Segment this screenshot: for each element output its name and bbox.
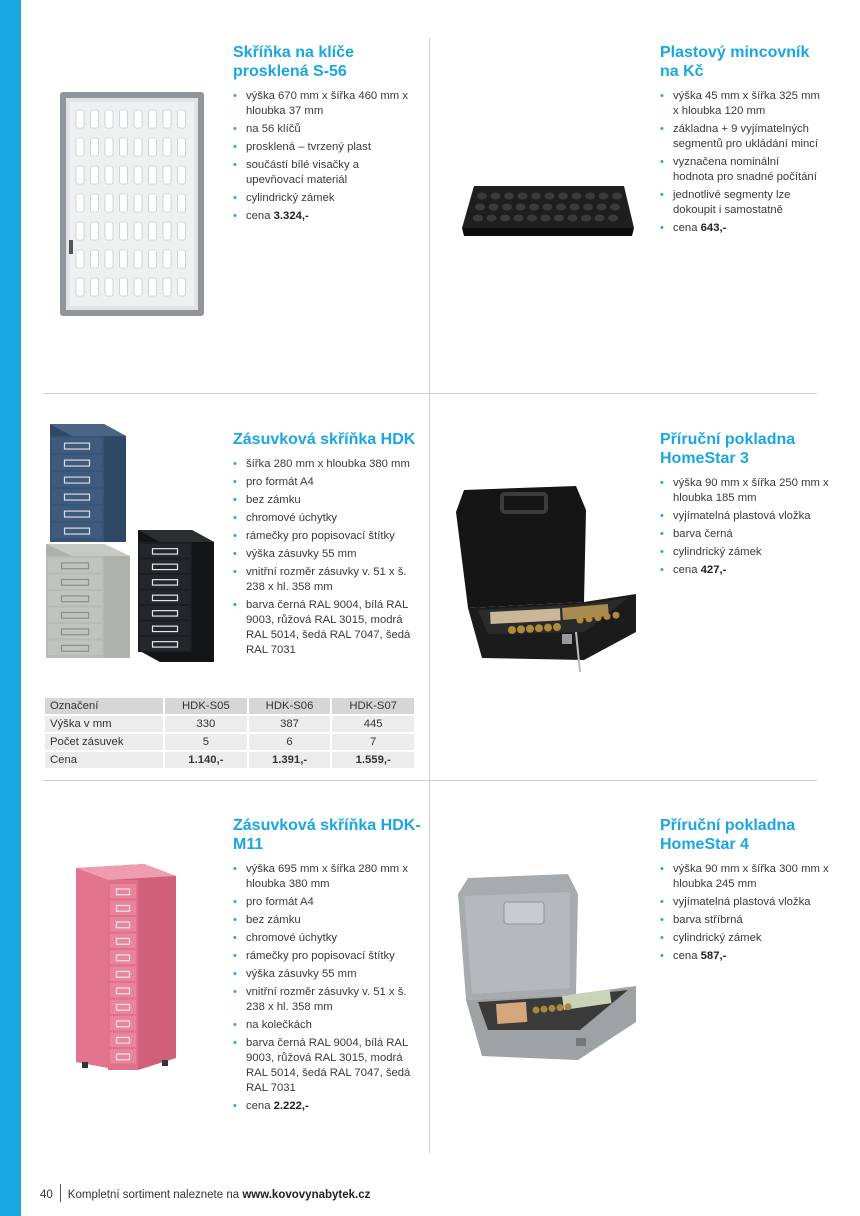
price-item (660, 563, 830, 578)
table-cell: 1.559,- (332, 752, 414, 768)
spec-item: • vnitřní rozměr zásuvky v. 51 x š. 238 x hl. 358 mm (233, 565, 423, 595)
table-cell: 1.140,- (165, 752, 247, 768)
spec-item: • vyjímatelná plastová vložka (660, 509, 830, 524)
spec-item: • šířka 280 mm x hloubka 380 mm (233, 457, 423, 472)
table-header-row (45, 698, 414, 714)
spec-list (660, 89, 820, 236)
spec-item: • barva černá RAL 9004, bílá RAL 9003, růžová RAL 3015, modrá RAL 5014, šedá RAL 7047, šedá RAL 7031 (233, 598, 423, 658)
table-header-cell: HDK-S07 (332, 698, 414, 714)
spec-item: • na kolečkách (233, 1018, 423, 1033)
table-cell: 5 (165, 734, 247, 750)
spec-list (660, 862, 830, 964)
table-header-cell: Označení (45, 698, 163, 714)
hdk-price-table (43, 696, 416, 770)
table-cell: 6 (249, 734, 331, 750)
spec-item: • barva černá RAL 9004, bílá RAL 9003, růžová RAL 3015, modrá RAL 5014, šedá RAL 7047, šedá RAL 7031 (233, 1036, 423, 1096)
price-label: cena (246, 210, 271, 222)
price-item (233, 209, 413, 224)
price-item (233, 1099, 423, 1114)
price-value: 2.222,- (273, 1100, 309, 1112)
row-divider-2 (43, 780, 817, 781)
spec-item: • rámečky pro popisovací štítky (233, 529, 423, 544)
cashbox-black-image (452, 482, 638, 678)
page-number: 40 (40, 1189, 53, 1202)
price-label: cena (673, 222, 698, 234)
spec-item: • rámečky pro popisovací štítky (233, 949, 423, 964)
column-divider (429, 38, 430, 1153)
product-title: Zásuvková skříňka HDK (233, 431, 416, 448)
spec-item: • pro formát A4 (233, 895, 423, 910)
footer-separator (60, 1184, 61, 1202)
table-header-cell: HDK-S06 (249, 698, 331, 714)
product-hdk (233, 430, 423, 661)
table-cell: 387 (249, 716, 331, 732)
product-key-cabinet (233, 43, 413, 227)
spec-item: • jednotlivé segmenty lze dokoupit i samostatně (660, 188, 820, 218)
product-homestar-4 (660, 816, 830, 967)
price-value: 587,- (700, 950, 727, 962)
spec-item: • cylindrický zámek (233, 191, 413, 206)
spec-item: • výška 90 mm x šířka 250 mm x hloubka 185 mm (660, 476, 830, 506)
spec-item: • cylindrický zámek (660, 545, 830, 560)
spec-item: • cylindrický zámek (660, 931, 830, 946)
table-header-cell: HDK-S05 (165, 698, 247, 714)
footer-url[interactable]: www.kovovynabytek.cz (242, 1189, 371, 1202)
price-value: 427,- (700, 564, 727, 576)
product-title: Skříňka na klíče prosklená S-56 (233, 44, 354, 80)
price-label: cena (673, 564, 698, 576)
footer-text: Kompletní sortiment naleznete na (67, 1189, 240, 1202)
spec-list (233, 862, 423, 1114)
spec-item: • barva černá (660, 527, 830, 542)
spec-item: • vyjímatelná plastová vložka (660, 895, 830, 910)
spec-item: • výška 45 mm x šířka 325 mm x hloubka 120 mm (660, 89, 820, 119)
spec-item: • barva stříbrná (660, 913, 830, 928)
spec-item: • výška zásuvky 55 mm (233, 547, 423, 562)
spec-item: • základna + 9 vyjímatelných segmentů pro ukládání mincí (660, 122, 820, 152)
hdk-cabinets-image (42, 422, 218, 664)
spec-item: • pro formát A4 (233, 475, 423, 490)
spec-item: • prosklená – tvrzený plast (233, 140, 413, 155)
spec-list (233, 457, 423, 658)
spec-item: • chromové úchytky (233, 511, 423, 526)
spec-item: • výška zásuvky 55 mm (233, 967, 423, 982)
product-coin-tray (660, 43, 820, 239)
product-title: Příruční pokladna HomeStar 4 (660, 817, 796, 853)
spec-item: • výška 90 mm x šířka 300 mm x hloubka 245 mm (660, 862, 830, 892)
table-cell: Výška v mm (45, 716, 163, 732)
cashbox-silver-image (452, 870, 638, 1070)
spec-item: • vnitřní rozměr zásuvky v. 51 x š. 238 x hl. 358 mm (233, 985, 423, 1015)
price-label: cena (246, 1100, 271, 1112)
product-homestar-3 (660, 430, 830, 581)
table-cell: 445 (332, 716, 414, 732)
product-title: Zásuvková skříňka HDK-M11 (233, 817, 421, 853)
spec-item: • výška 695 mm x šířka 280 mm x hloubka 380 mm (233, 862, 423, 892)
spec-item: • chromové úchytky (233, 931, 423, 946)
price-label: cena (673, 950, 698, 962)
table-cell: 7 (332, 734, 414, 750)
table-cell: 1.391,- (249, 752, 331, 768)
product-title: Plastový mincovník na Kč (660, 44, 810, 80)
spec-list (233, 89, 413, 224)
product-hdk-m11 (233, 816, 423, 1117)
accent-edge-bar (0, 0, 21, 1216)
coin-tray-image (460, 182, 636, 240)
spec-item: • bez zámku (233, 913, 423, 928)
spec-item: • výška 670 mm x šířka 460 mm x hloubka 37 mm (233, 89, 413, 119)
product-title: Příruční pokladna HomeStar 3 (660, 431, 796, 467)
page-footer (40, 1186, 370, 1204)
table-cell: Cena (45, 752, 163, 768)
table-cell: Počet zásuvek (45, 734, 163, 750)
price-item (660, 221, 820, 236)
table-row (45, 716, 414, 732)
table-cell: 330 (165, 716, 247, 732)
spec-list (660, 476, 830, 578)
price-item (660, 949, 830, 964)
spec-item: • vyznačena nominální hodnota pro snadné počítání (660, 155, 820, 185)
table-row (45, 734, 414, 750)
spec-item: • na 56 klíčů (233, 122, 413, 137)
key-cabinet-image (58, 90, 206, 318)
price-value: 643,- (700, 222, 727, 234)
price-value: 3.324,- (273, 210, 309, 222)
table-row (45, 752, 414, 768)
hdk-m11-pink-cabinet-image (72, 862, 180, 1074)
spec-item: • součástí bílé visačky a upevňovací materiál (233, 158, 413, 188)
spec-item: • bez zámku (233, 493, 423, 508)
row-divider-1 (43, 393, 817, 394)
